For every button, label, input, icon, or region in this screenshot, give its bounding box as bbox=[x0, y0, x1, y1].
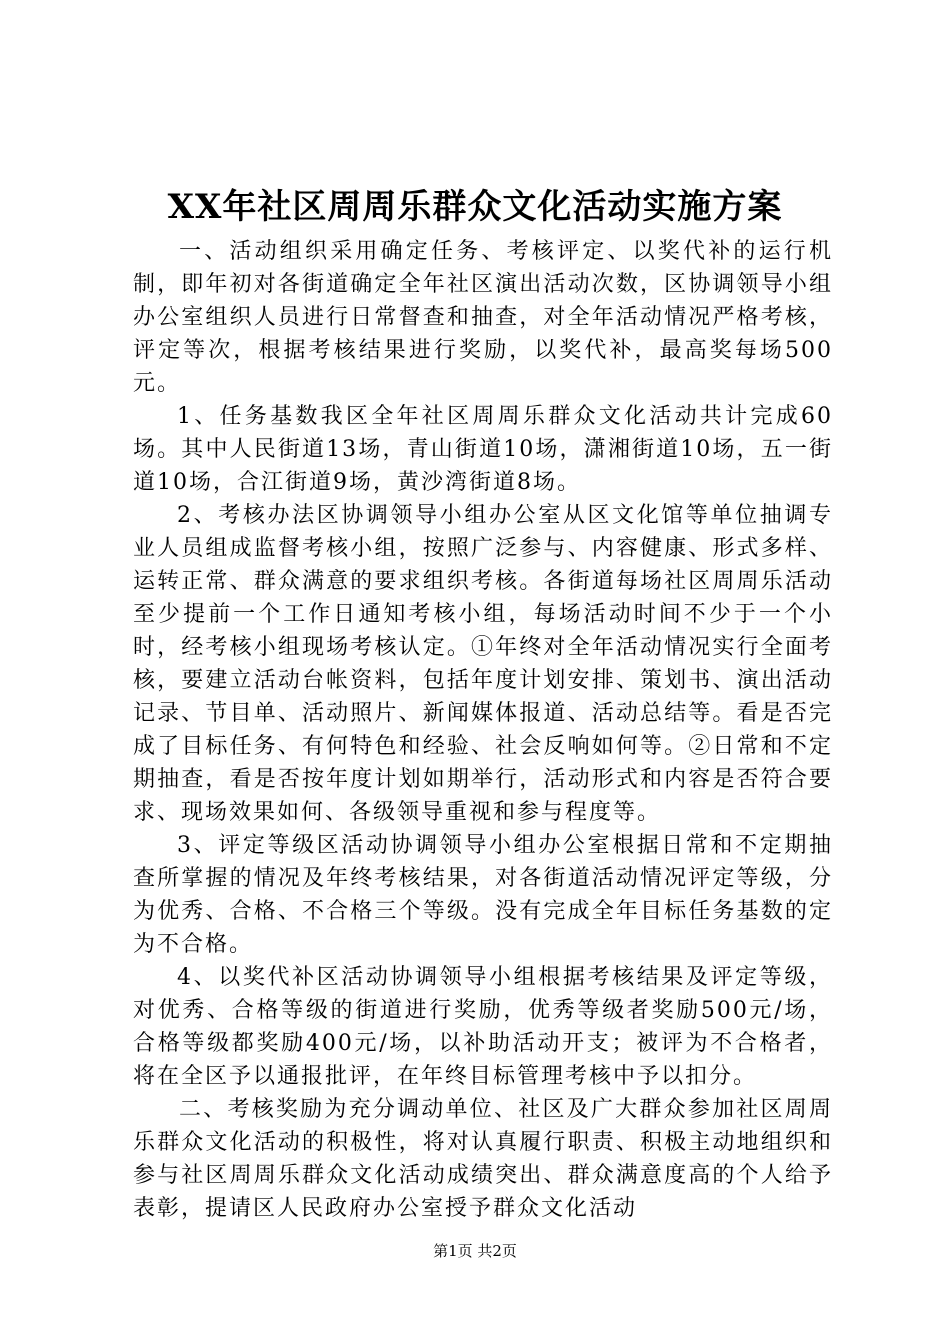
paragraph-item-2: 2、考核办法区协调领导小组办公室从区文化馆等单位抽调专业人员组成监督考核小组，按照广泛参与、内容健康、形式多样、运转正常、群众满意的要求组织考核。各街道每场社区周周乐活动至少提前一个工作日通知考核小组，每场活动时间不少于一个小时，经考核小组现场考核认定。①年终对全年活动情况实行全面考核，要建立活动台帐资料，包括年度计划安排、策划书、演出活动记录、节目单、活动照片、新闻媒体报道、活动总结等。看是否完成了目标任务、有何特色和经验、社会反响如何等。②日常和不定期抽查，看是否按年度计划如期举行，活动形式和内容是否符合要求、现场效果如何、各级领导重视和参与程度等。 bbox=[133, 503, 833, 825]
paragraph-item-3: 3、评定等级区活动协调领导小组办公室根据日常和不定期抽查所掌握的情况及年终考核结果，对各街道活动情况评定等级，分为优秀、合格、不合格三个等级。没有完成全年目标任务基数的定为不合格。 bbox=[133, 833, 833, 957]
paragraph-section-1: 一、活动组织采用确定任务、考核评定、以奖代补的运行机制，即年初对各街道确定全年社区演出活动次数，区协调领导小组办公室组织人员进行日常督查和抽查，对全年活动情况严格考核，评定等次，根据考核结果进行奖励，以奖代补，最高奖每场500元。 bbox=[133, 239, 833, 396]
paragraph-section-2: 二、考核奖励为充分调动单位、社区及广大群众参加社区周周乐群众文化活动的积极性，将对认真履行职责、积极主动地组织和参与社区周周乐群众文化活动成绩突出、群众满意度高的个人给予表彰，提请区人民政府办公室授予群众文化活动 bbox=[133, 1097, 833, 1221]
page-footer: 第1页 共2页 bbox=[433, 1242, 517, 1260]
paragraph-item-4: 4、以奖代补区活动协调领导小组根据考核结果及评定等级，对优秀、合格等级的街道进行奖励，优秀等级者奖励500元/场，合格等级都奖励400元/场，以补助活动开支；被评为不合格者，将在全区予以通报批评，在年终目标管理考核中予以扣分。 bbox=[133, 965, 833, 1089]
paragraph-item-1: 1、任务基数我区全年社区周周乐群众文化活动共计完成60场。其中人民街道13场，青山街道10场，潇湘街道10场，五一街道10场，合江街道9场，黄沙湾街道8场。 bbox=[133, 404, 833, 495]
document-title: XX年社区周周乐群众文化活动实施方案 bbox=[167, 187, 783, 227]
document-body bbox=[133, 235, 833, 1225]
